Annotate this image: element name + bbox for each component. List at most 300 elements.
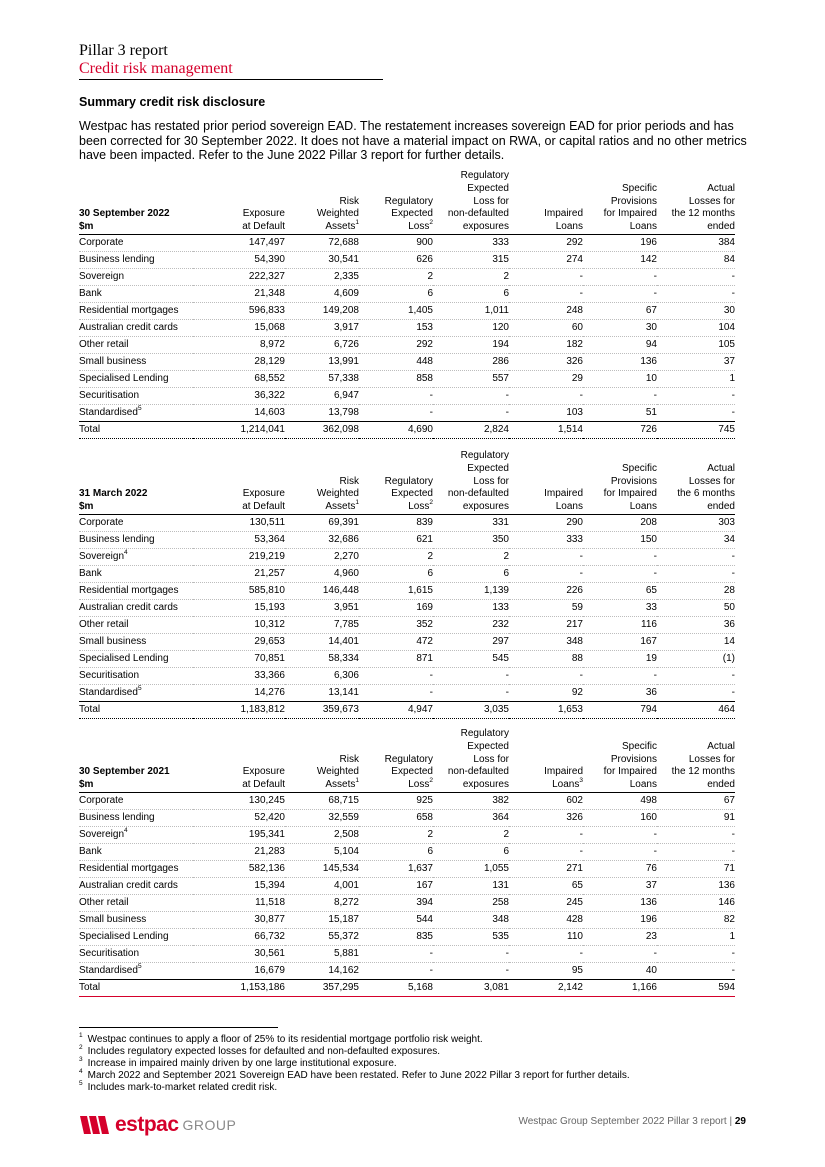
report-header: [79, 42, 383, 80]
cell-value: 2: [433, 548, 509, 565]
table-row: [79, 336, 735, 353]
footnote-ref: 5: [137, 962, 142, 970]
cell-value: 2: [433, 826, 509, 843]
row-name: Specialised Lending: [79, 930, 169, 942]
cell-value: 69,391: [285, 514, 359, 531]
cell-value: 32,559: [285, 809, 359, 826]
header-line: Assets: [325, 221, 356, 233]
header-line: Provisions: [610, 475, 657, 487]
header-line: Regulatory: [460, 170, 509, 181]
header-line: at Default: [242, 779, 285, 791]
cell-value: -: [509, 387, 583, 404]
cell-value: 232: [433, 616, 509, 633]
row-name: Residential mortgages: [79, 584, 179, 596]
cell-value: 271: [509, 860, 583, 877]
logo-group: GROUP: [182, 1117, 237, 1133]
cell-value: -: [657, 548, 735, 565]
cell-value: 15,193: [193, 599, 285, 616]
table-row: [79, 684, 735, 701]
column-header-lower: [359, 776, 433, 792]
header-line: Losses for: [688, 195, 735, 207]
cell-value: 11,518: [193, 894, 285, 911]
cell-value: 195,341: [193, 826, 285, 843]
header-line: Loss for: [473, 753, 509, 765]
cell-value: 621: [359, 531, 433, 548]
cell-value: 2,335: [285, 268, 359, 285]
header-line: Regulatory: [384, 475, 433, 487]
row-name: Standardised: [79, 686, 138, 698]
row-label: [79, 251, 193, 268]
cell-value: 30,561: [193, 945, 285, 962]
row-label: [79, 894, 193, 911]
footnote: [79, 1031, 630, 1046]
header-line: Impaired: [544, 208, 583, 220]
cell-value: 545: [433, 650, 509, 667]
cell-value: 1,615: [359, 582, 433, 599]
column-header-lower: [193, 501, 285, 514]
cell-value: 6: [359, 565, 433, 582]
row-name: Corporate: [79, 236, 124, 248]
westpac-logo: [80, 1113, 236, 1137]
header-line: non-defaulted: [447, 208, 509, 220]
cell-value: -: [509, 285, 583, 302]
column-header-upper: [657, 450, 735, 501]
cell-value: -: [583, 565, 657, 582]
cell-value: 32,686: [285, 531, 359, 548]
cell-value: 136: [583, 353, 657, 370]
cell-value: 40: [583, 962, 657, 979]
table-row: [79, 945, 735, 962]
cell-value: -: [657, 945, 735, 962]
cell-value: 142: [583, 251, 657, 268]
cell-value: -: [657, 565, 735, 582]
table-row: [79, 928, 735, 945]
table-row: [79, 911, 735, 928]
row-label: [79, 514, 193, 531]
cell-value: 448: [359, 353, 433, 370]
table-row: [79, 962, 735, 979]
cell-value: -: [583, 667, 657, 684]
cell-value: 67: [583, 302, 657, 319]
cell-value: 585,810: [193, 582, 285, 599]
table-row: [79, 565, 735, 582]
cell-value: -: [359, 962, 433, 979]
cell-value: -: [657, 387, 735, 404]
unit-label: $m: [79, 779, 193, 792]
row-name: Securitisation: [79, 947, 140, 959]
cell-value: 52,420: [193, 809, 285, 826]
cell-value: 658: [359, 809, 433, 826]
cell-value: 92: [509, 684, 583, 701]
cell-value: 149,208: [285, 302, 359, 319]
table-row: [79, 531, 735, 548]
cell-value: -: [657, 268, 735, 285]
cell-value: 13,798: [285, 404, 359, 421]
column-header-lower: [359, 498, 433, 514]
cell-value: -: [509, 945, 583, 962]
cell-value: -: [509, 667, 583, 684]
cell-value: 196: [583, 911, 657, 928]
cell-value: 1,405: [359, 302, 433, 319]
column-header-upper: [193, 728, 285, 779]
cell-value: 839: [359, 514, 433, 531]
column-header-lower: [285, 498, 359, 514]
cell-value: 131: [433, 877, 509, 894]
row-label: [79, 809, 193, 826]
column-header-lower: [359, 218, 433, 234]
table-row: [79, 599, 735, 616]
table-row: [79, 582, 735, 599]
cell-value: 292: [359, 336, 433, 353]
footer-report-text: Westpac Group September 2022 Pillar 3 report |: [518, 1116, 733, 1127]
cell-value: 352: [359, 616, 433, 633]
column-header-lower: [657, 221, 735, 234]
row-name: Other retail: [79, 338, 129, 350]
footnote-number: 2: [79, 1043, 83, 1051]
column-header-lower: [285, 776, 359, 792]
total-value: 362,098: [285, 421, 359, 438]
cell-value: 472: [359, 633, 433, 650]
cell-value: 60: [509, 319, 583, 336]
row-label: [79, 565, 193, 582]
cell-value: -: [509, 548, 583, 565]
cell-value: 28,129: [193, 353, 285, 370]
cell-value: 10,312: [193, 616, 285, 633]
header-line: Regulatory: [460, 728, 509, 739]
cell-value: 94: [583, 336, 657, 353]
header-line: Specific: [621, 740, 657, 752]
header-line: Exposure: [242, 488, 285, 500]
header-line: Risk: [339, 475, 359, 487]
cell-value: 16,679: [193, 962, 285, 979]
cell-value: 116: [583, 616, 657, 633]
cell-value: 133: [433, 599, 509, 616]
cell-value: 136: [583, 894, 657, 911]
westpac-w-icon: [80, 1114, 116, 1136]
cell-value: 2: [433, 268, 509, 285]
header-line: for Impaired: [603, 488, 657, 500]
header-line: Provisions: [610, 195, 657, 207]
cell-value: 160: [583, 809, 657, 826]
cell-value: 33,366: [193, 667, 285, 684]
header-line: Exposure: [242, 766, 285, 778]
header-line: Loans: [555, 221, 583, 233]
total-value: 464: [657, 701, 735, 718]
cell-value: 326: [509, 353, 583, 370]
cell-value: 19: [583, 650, 657, 667]
cell-value: 2: [359, 548, 433, 565]
cell-value: 68,552: [193, 370, 285, 387]
cell-value: 1,055: [433, 860, 509, 877]
total-row: [79, 979, 735, 996]
table-row: [79, 792, 735, 809]
table-row: [79, 302, 735, 319]
footnote-ref: 2: [429, 776, 433, 784]
row-label: [79, 285, 193, 302]
cell-value: 196: [583, 234, 657, 251]
column-header-upper: [193, 450, 285, 501]
cell-value: 858: [359, 370, 433, 387]
cell-value: 130,245: [193, 792, 285, 809]
total-value: 745: [657, 421, 735, 438]
cell-value: 57,338: [285, 370, 359, 387]
header-line: Specific: [621, 462, 657, 474]
cell-value: 3,951: [285, 599, 359, 616]
header-line: Expected: [467, 740, 509, 752]
cell-value: 596,833: [193, 302, 285, 319]
cell-value: 348: [509, 633, 583, 650]
header-line: Loss: [408, 221, 430, 233]
footnote-ref: 4: [124, 826, 128, 834]
header-line: Assets: [325, 779, 356, 791]
row-label: [79, 548, 193, 565]
cell-value: 15,394: [193, 877, 285, 894]
row-label: [79, 650, 193, 667]
cell-value: -: [509, 565, 583, 582]
row-name: Australian credit cards: [79, 879, 178, 891]
cell-value: 14,603: [193, 404, 285, 421]
cell-value: 4,960: [285, 565, 359, 582]
footnote-ref: 3: [579, 776, 583, 784]
cell-value: 130,511: [193, 514, 285, 531]
header-line: Specific: [621, 182, 657, 194]
row-name: Other retail: [79, 618, 129, 630]
header-line: Weighted: [316, 766, 359, 778]
header-line: Provisions: [610, 753, 657, 765]
column-header-lower: [509, 776, 583, 792]
cell-value: 36: [583, 684, 657, 701]
row-name: Corporate: [79, 794, 124, 806]
header-line: Loss: [408, 501, 430, 513]
page-footer: [518, 1116, 746, 1127]
row-label: [79, 582, 193, 599]
page-heading: Summary credit risk disclosure: [79, 95, 266, 109]
cell-value: 14: [657, 633, 735, 650]
header-line: Expected: [467, 462, 509, 474]
cell-value: 3,917: [285, 319, 359, 336]
header-line: Actual: [707, 462, 735, 474]
table-row: [79, 268, 735, 285]
table-row: [79, 843, 735, 860]
period-label: 31 March 2022: [79, 488, 148, 500]
header-line: the 12 months: [671, 766, 735, 778]
cell-value: 925: [359, 792, 433, 809]
row-name: Sovereign: [79, 828, 125, 840]
cell-value: -: [359, 667, 433, 684]
cell-value: 303: [657, 514, 735, 531]
footnote-ref: 4: [124, 548, 128, 556]
header-line: Risk: [339, 753, 359, 765]
column-header-lower: [433, 501, 509, 514]
cell-value: 167: [583, 633, 657, 650]
cell-value: 2: [359, 268, 433, 285]
column-header-upper: [359, 170, 433, 221]
cell-value: 91: [657, 809, 735, 826]
row-name: Small business: [79, 355, 147, 367]
cell-value: 194: [433, 336, 509, 353]
cell-value: 394: [359, 894, 433, 911]
header-line: at Default: [242, 221, 285, 233]
cell-value: 274: [509, 251, 583, 268]
cell-value: 6: [359, 285, 433, 302]
row-label: [79, 877, 193, 894]
header-line: Risk: [339, 195, 359, 207]
cell-value: 333: [433, 234, 509, 251]
row-name: Bank: [79, 287, 102, 299]
table-row: [79, 667, 735, 684]
cell-value: 105: [657, 336, 735, 353]
header-line: non-defaulted: [447, 766, 509, 778]
cell-value: -: [583, 843, 657, 860]
total-value: 1,153,186: [193, 979, 285, 996]
footnote-text: Includes mark-to-market related credit risk.: [87, 1082, 278, 1093]
cell-value: 900: [359, 234, 433, 251]
cell-value: 544: [359, 911, 433, 928]
cell-value: -: [657, 684, 735, 701]
table-row: [79, 809, 735, 826]
table-row: [79, 894, 735, 911]
column-header-lower: [193, 779, 285, 792]
header-line: exposures: [462, 779, 509, 791]
cell-value: -: [657, 285, 735, 302]
total-value: 4,947: [359, 701, 433, 718]
logo-wordmark: estpac: [115, 1113, 179, 1136]
column-header-lower: [285, 218, 359, 234]
section-title: Credit risk management: [79, 60, 233, 77]
cell-value: 290: [509, 514, 583, 531]
total-value: 357,295: [285, 979, 359, 996]
row-label: [79, 336, 193, 353]
cell-value: 286: [433, 353, 509, 370]
column-header-upper: [583, 170, 657, 221]
row-name: Residential mortgages: [79, 304, 179, 316]
cell-value: 147,497: [193, 234, 285, 251]
table-row: [79, 234, 735, 251]
row-name: Standardised: [79, 964, 138, 976]
table-row: [79, 860, 735, 877]
row-label: [79, 302, 193, 319]
total-value: 1,214,041: [193, 421, 285, 438]
cell-value: 2: [359, 826, 433, 843]
cell-value: -: [359, 404, 433, 421]
column-header-lower: [657, 501, 735, 514]
cell-value: -: [657, 962, 735, 979]
total-value: 1,166: [583, 979, 657, 996]
cell-value: 364: [433, 809, 509, 826]
header-line: Actual: [707, 182, 735, 194]
row-label: [79, 962, 193, 979]
cell-value: 36: [657, 616, 735, 633]
column-header-upper: [509, 450, 583, 501]
header-line: Expected: [391, 208, 433, 220]
row-name: Securitisation: [79, 389, 140, 401]
cell-value: 146: [657, 894, 735, 911]
column-header-upper: [359, 450, 433, 501]
cell-value: 582,136: [193, 860, 285, 877]
cell-value: 1: [657, 928, 735, 945]
cell-value: 136: [657, 877, 735, 894]
cell-value: 95: [509, 962, 583, 979]
total-value: 726: [583, 421, 657, 438]
intro-paragraph: Westpac has restated prior period sovereign EAD. The restatement increases sovereign EAD for prior periods and has been corrected for 30 September 2022. It does not have a material impact on RWA, or capital ratios and no other metrics have been impacted. Refer to the June 2022 Pillar 3 report for further details.: [79, 119, 747, 162]
column-header-upper: [583, 450, 657, 501]
header-line: Weighted: [316, 488, 359, 500]
footnote-number: 4: [79, 1067, 83, 1075]
header-line: exposures: [462, 221, 509, 233]
cell-value: 297: [433, 633, 509, 650]
cell-value: -: [509, 826, 583, 843]
row-label: [79, 928, 193, 945]
cell-value: 36,322: [193, 387, 285, 404]
cell-value: 21,348: [193, 285, 285, 302]
column-header-lower: [509, 501, 583, 514]
header-line: Weighted: [316, 208, 359, 220]
cell-value: 70,851: [193, 650, 285, 667]
cell-value: -: [583, 548, 657, 565]
row-label: [79, 945, 193, 962]
table-row: [79, 548, 735, 565]
cell-value: -: [583, 945, 657, 962]
table-row: [79, 826, 735, 843]
footnote-ref: 1: [355, 776, 359, 784]
row-label: [79, 353, 193, 370]
column-header-upper: [657, 170, 735, 221]
column-header-lower: [583, 501, 657, 514]
cell-value: 326: [509, 809, 583, 826]
cell-value: 382: [433, 792, 509, 809]
total-value: 5,168: [359, 979, 433, 996]
cell-value: -: [509, 268, 583, 285]
header-line: Loans: [629, 501, 657, 513]
cell-value: 2,508: [285, 826, 359, 843]
cell-value: 5,881: [285, 945, 359, 962]
cell-value: 55,372: [285, 928, 359, 945]
row-name: Securitisation: [79, 669, 140, 681]
credit-risk-table-sep-2022: [79, 170, 735, 439]
total-value: 2,824: [433, 421, 509, 438]
cell-value: 208: [583, 514, 657, 531]
cell-value: 602: [509, 792, 583, 809]
header-line: Loss for: [473, 195, 509, 207]
cell-value: 835: [359, 928, 433, 945]
table-row: [79, 404, 735, 421]
cell-value: 76: [583, 860, 657, 877]
row-label: [79, 792, 193, 809]
cell-value: 226: [509, 582, 583, 599]
table-row: [79, 285, 735, 302]
table-row: [79, 353, 735, 370]
cell-value: -: [583, 826, 657, 843]
credit-risk-table-mar-2022: [79, 450, 735, 719]
row-label: [79, 667, 193, 684]
column-header-lower: [509, 221, 583, 234]
total-row: [79, 421, 735, 438]
column-header-lower: [657, 779, 735, 792]
row-name: Corporate: [79, 516, 124, 528]
row-label: [79, 826, 193, 843]
header-line: Exposure: [242, 208, 285, 220]
cell-value: 65: [583, 582, 657, 599]
cell-value: 14,276: [193, 684, 285, 701]
cell-value: 67: [657, 792, 735, 809]
header-line: exposures: [462, 501, 509, 513]
row-name: Business lending: [79, 811, 155, 823]
cell-value: 37: [657, 353, 735, 370]
header-line: ended: [707, 779, 735, 791]
cell-value: 88: [509, 650, 583, 667]
cell-value: 13,141: [285, 684, 359, 701]
column-header-upper: [433, 728, 509, 779]
